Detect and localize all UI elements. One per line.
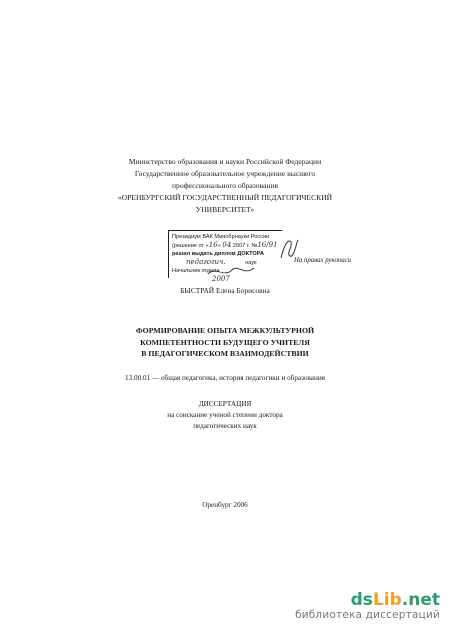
degree-line: педагогических наук — [193, 422, 257, 430]
author-name: БЫСТРАЙ Елена Борисовна — [180, 286, 270, 295]
ministry-line: профессионального образования — [171, 181, 279, 190]
dslib-subtitle: библиотека диссертаций — [295, 609, 440, 621]
title-line: В ПЕДАГОГИЧЕСКОМ ВЗАИМОДЕЙСТВИИ — [141, 349, 309, 358]
stamp-handwriting: педагогич. — [186, 258, 226, 266]
title-line: ФОРМИРОВАНИЕ ОПЫТА МЕЖКУЛЬТУРНОЙ — [135, 326, 315, 335]
specialty-code: 13.00.01 — общая педагогика, история педагогики и образования — [125, 374, 325, 382]
stamp-handwriting: 16/91 — [257, 241, 278, 249]
ministry-line: Государственное образовательное учреждение высшего — [134, 169, 316, 178]
stamp-text: (решение от « — [172, 243, 209, 249]
signature-scribble — [206, 262, 256, 280]
dslib-watermark — [295, 591, 440, 621]
degree-line: на соискание ученой степени доктора — [167, 411, 283, 419]
title-line: КОМПЕТЕНТНОСТИ БУДУЩЕГО УЧИТЕЛЯ — [140, 337, 310, 347]
stamp-text: 2007 г. № — [232, 243, 258, 249]
dissertation-heading: ДИССЕРТАЦИЯ — [198, 400, 252, 408]
stamp-text: » — [217, 243, 221, 249]
ministry-header — [0, 156, 450, 216]
stamp-line: Президиум ВАК Минобрнауки России — [172, 234, 270, 240]
stamp-text: наук — [245, 260, 257, 266]
manuscript-rights: На правах рукописи — [294, 257, 352, 264]
stamp-line — [172, 241, 279, 250]
ministry-line: Министерство образования и науки Российской Федерации — [128, 157, 322, 166]
stamp-line: Начальник отдела — [172, 268, 220, 274]
stamp-handwriting: 04 — [222, 241, 232, 249]
stamp-handwriting: 2007 — [212, 275, 230, 283]
dissertation-degree — [0, 399, 450, 432]
stamp-line: решил выдать диплом ДОКТОРА — [172, 251, 265, 257]
ministry-line: УНИВЕРСИТЕТ» — [195, 205, 255, 214]
city-year: Оренбург 2006 — [202, 501, 248, 509]
stamp-handwriting: 16 — [208, 241, 218, 249]
dissertation-title — [0, 325, 450, 360]
dslib-logo: dsLib.net — [350, 590, 440, 610]
ministry-line: «ОРЕНБУРГСКИЙ ГОСУДАРСТВЕННЫЙ ПЕДАГОГИЧЕСКИЙ — [117, 193, 333, 202]
